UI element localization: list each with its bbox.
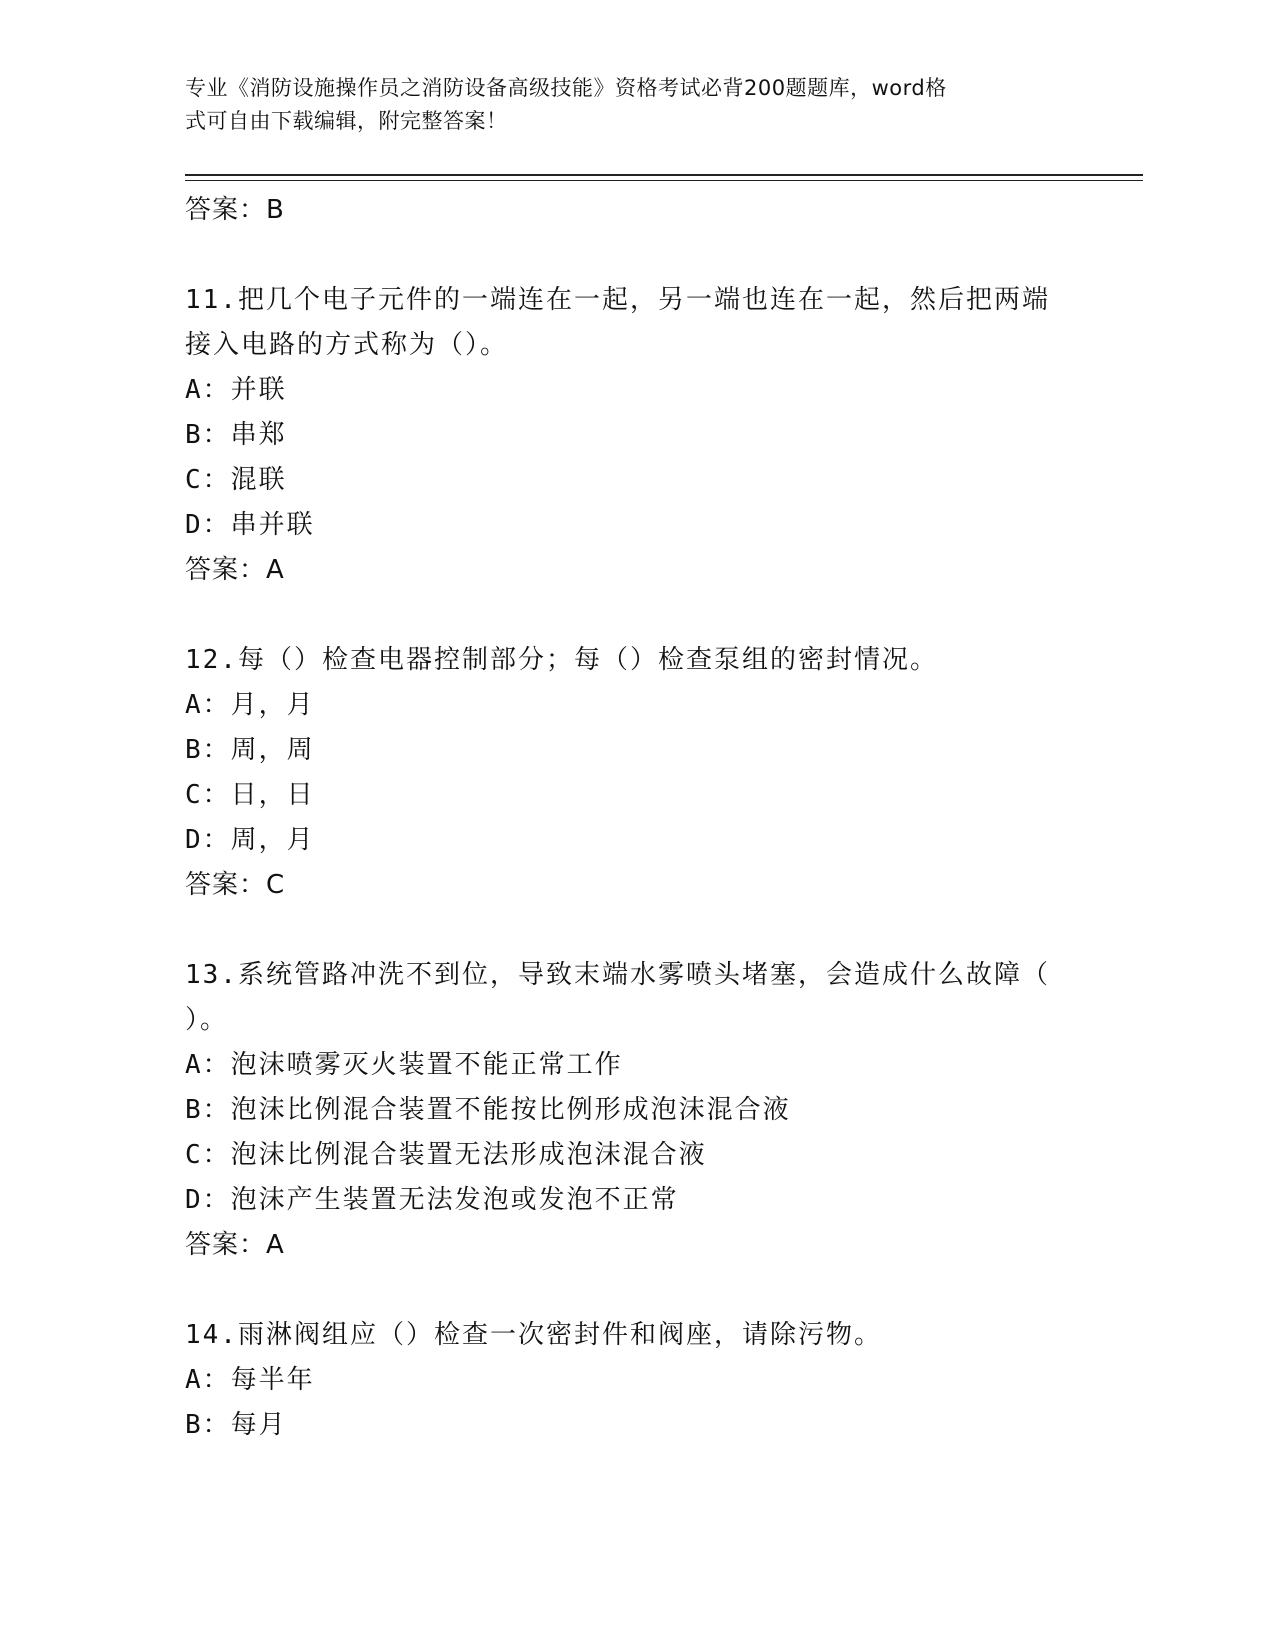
option-c: C：混联 [185,465,287,495]
question-stem: 14.雨淋阀组应（）检查一次密封件和阀座，请除污物。 [185,1320,882,1350]
header-line-1: 专业《消防设施操作员之消防设备高级技能》资格考试必背200题题库，word格 [185,76,947,100]
header-rule-thin [185,180,1143,181]
question-stem: 11.把几个电子元件的一端连在一起，另一端也连在一起，然后把两端 [185,285,1050,315]
option-c: C：泡沫比例混合装置无法形成泡沫混合液 [185,1140,707,1170]
question-stem: 13.系统管路冲洗不到位，导致末端水雾喷头堵塞，会造成什么故障（ [185,960,1050,990]
option-d: D：周，月 [185,825,315,855]
document-header [185,72,1065,138]
answer: 答案：C [185,870,286,900]
option-b: B：串郑 [185,420,287,450]
option-d: D：泡沫产生装置无法发泡或发泡不正常 [185,1185,679,1215]
question-11 [185,278,1085,593]
option-a: A：并联 [185,375,287,405]
previous-answer: 答案：B [185,195,285,225]
question-12 [185,638,1085,908]
question-13 [185,953,1085,1268]
option-b: B：周，周 [185,735,315,765]
header-line-2: 式可自由下载编辑，附完整答案！ [185,109,508,133]
question-stem: 12.每（）检查电器控制部分；每（）检查泵组的密封情况。 [185,645,938,675]
option-a: A：泡沫喷雾灭火装置不能正常工作 [185,1050,623,1080]
option-b: B：泡沫比例混合装置不能按比例形成泡沫混合液 [185,1095,791,1125]
option-b: B：每月 [185,1410,287,1440]
answer: 答案：A [185,555,285,585]
option-d: D：串并联 [185,510,315,540]
option-c: C：日，日 [185,780,315,810]
question-14 [185,1313,1085,1448]
question-stem: ）。 [185,1005,229,1035]
answer: 答案：A [185,1230,285,1260]
header-rule-thick [185,174,1143,176]
question-stem: 接入电路的方式称为（）。 [185,330,509,360]
question-list [185,188,1085,1448]
option-a: A：月，月 [185,690,315,720]
option-a: A：每半年 [185,1365,315,1395]
